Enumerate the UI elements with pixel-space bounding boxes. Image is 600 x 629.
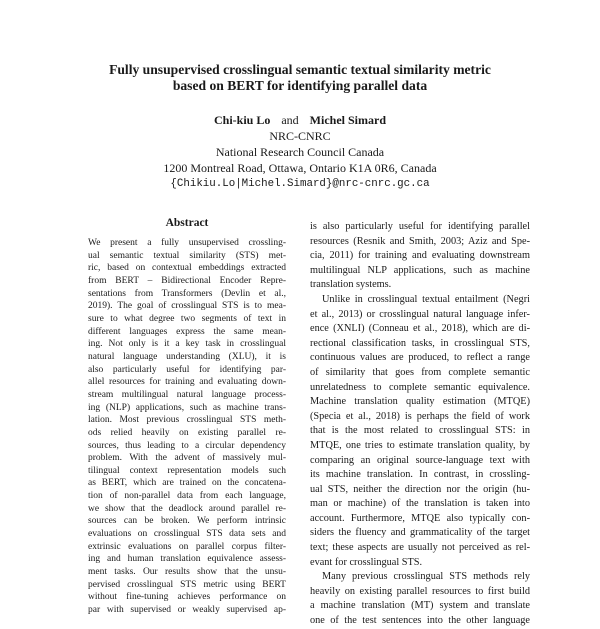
title-line-1: Fully unsupervised crosslingual semantic textual similarity metric — [109, 62, 491, 77]
body-text-line: continuous values are produced, to reflect a range — [310, 352, 530, 364]
body-text-line: its machine translation. In contrast, in crossling- — [310, 469, 530, 481]
body-text-line: Machine translation quality estimation (MTQE) — [310, 396, 530, 408]
email: {Chikiu.Lo|Michel.Simard}@nrc-cnrc.gc.ca — [170, 178, 430, 190]
body-text-line: comparing an original source-language text with — [310, 454, 530, 466]
body-text-line: man or machine) of the translation is taken into — [310, 498, 530, 510]
author-and: and — [281, 113, 299, 127]
body-text-line: multilingual NLP applications, such as machine — [310, 264, 530, 276]
body-text-line: unrelatedness to complete semantic equivalence. — [310, 381, 530, 393]
body-text-line: a machine translation (MT) system and translate — [310, 600, 530, 612]
body-text-line: rectional classification tasks, in crosslingual STS, — [310, 337, 530, 349]
body-text-line: of similarity that goes from complete semantic — [310, 366, 530, 378]
body-text-line: MTQE, one tries to estimate translation quality, by — [310, 439, 530, 451]
abstract-text-line: We present a fully unsupervised crossling- — [88, 238, 286, 248]
body-text-column — [310, 220, 530, 629]
body-text-line: Many previous crosslingual STS methods rely — [322, 571, 530, 583]
body-text-line: translation systems. — [310, 279, 392, 291]
body-text-line: evant for crosslingual STS. — [310, 556, 423, 568]
abstract-text-line: also particularly useful for identifying par- — [88, 364, 286, 375]
title-line-2: based on BERT for identifying parallel data — [172, 78, 428, 93]
abstract-text-line: different languages express the same mean- — [88, 326, 286, 337]
abstract-text-line: we show that the deadlock around parallel re- — [88, 503, 286, 514]
abstract-text-line: ing. Not only is it a key task in crosslingual — [88, 339, 286, 350]
abstract-text-line: tilingual context representation models such — [88, 465, 286, 476]
body-text-line: Unlike in crosslingual textual entailment (Negri — [322, 293, 530, 305]
body-text-line: (Specia et al., 2018) is perhaps the field of work — [310, 410, 530, 422]
abstract-text-line: evaluations on crosslingual STS data sets and — [88, 529, 286, 540]
abstract-text-line: natural language understanding (XLU), it is — [88, 351, 286, 362]
abstract-text-line: extrinsic evaluations on parallel corpus filter- — [88, 541, 286, 552]
body-text-line: that is the most related to crosslingual STS: in — [310, 425, 530, 437]
abstract-text-line: sentations from Transformers (Devlin et al., — [88, 288, 286, 299]
abstract-text-line: 2019). The goal of crosslingual STS is to mea- — [88, 301, 286, 312]
author-1: Chi-kiu Lo — [213, 113, 271, 127]
abstract-text-line: sources, thus leading to a circular dependency — [88, 440, 286, 451]
abstract-text-line: ing and human translation equivalence assess- — [88, 554, 286, 565]
abstract-text-line: tion of non-parallel data from each language, — [88, 491, 286, 502]
abstract-text-line: without fine-tuning achieves performance on — [88, 592, 286, 603]
abstract-text-line: sources can be broken. We perform intrinsic — [88, 516, 286, 527]
abstract-text-line: lation. Most previous crosslingual STS meth- — [88, 415, 286, 426]
body-text-line: account. Furthermore, MTQE also typically con- — [310, 512, 530, 524]
abstract-text-line: ods relied heavily on existing parallel re- — [88, 427, 286, 438]
author-block — [60, 112, 540, 192]
abstract-text-line: from BERT – Bidirectional Encoder Repre- — [88, 275, 286, 286]
body-text-line: et al., 2013) or crosslingual natural language infer- — [310, 308, 530, 320]
body-text-line: ence (XNLI) (Conneau et al., 2018), which are di- — [310, 323, 530, 335]
author-2: Michel Simard — [309, 113, 386, 127]
abstract-text-line: ment tasks. Our results show that the unsu- — [88, 567, 286, 578]
abstract-text-line: pervised crosslingual STS metric using BERT — [88, 579, 286, 590]
abstract-text-line: par with supervised or weakly supervised ap- — [88, 605, 286, 616]
author-names — [60, 112, 540, 128]
abstract-text-line: ric, based on contextual embeddings extracted — [88, 263, 286, 274]
body-text-line: siders the fluency and grammaticality of the target — [310, 527, 530, 539]
address: 1200 Montreal Road, Ottawa, Ontario K1A 0R6, Canada — [163, 161, 437, 175]
body-text-line: resources (Resnik and Smith, 2003; Aziz and Spe- — [310, 235, 530, 247]
abstract-text-line: sure to what degree two segments of text in — [88, 313, 286, 324]
org-short: NRC-CNRC — [269, 129, 331, 143]
abstract-text-line: ing (NLP) applications, such as machine trans- — [88, 402, 286, 413]
abstract-body — [88, 237, 286, 617]
body-text-line: one of the test sentences into the other language — [310, 615, 530, 627]
body-text-line: text; these aspects are usually not perceived as rel- — [310, 542, 530, 554]
paper-title — [60, 62, 540, 94]
abstract-text-line: allel resources for training and evaluating down- — [88, 377, 286, 388]
abstract-text-line: ual semantic textual similarity (STS) met- — [88, 250, 286, 261]
abstract-text-line: problem. With the advent of massively mul- — [88, 453, 286, 464]
abstract-text-line: as BERT, which are trained on the concatena- — [88, 478, 286, 489]
org-full: National Research Council Canada — [215, 145, 385, 159]
body-text-line: ual STS, neither the direction nor the origin (hu- — [310, 483, 530, 495]
body-text-line: heavily on existing parallel resources to first build — [310, 585, 530, 597]
body-text-line: cia, 2011) for training and evaluating downstream — [310, 250, 530, 262]
body-text-line: is also particularly useful for identifying parallel — [310, 221, 530, 232]
abstract-heading: Abstract — [165, 217, 209, 229]
abstract-text-line: stream multilingual natural language process- — [88, 389, 286, 400]
